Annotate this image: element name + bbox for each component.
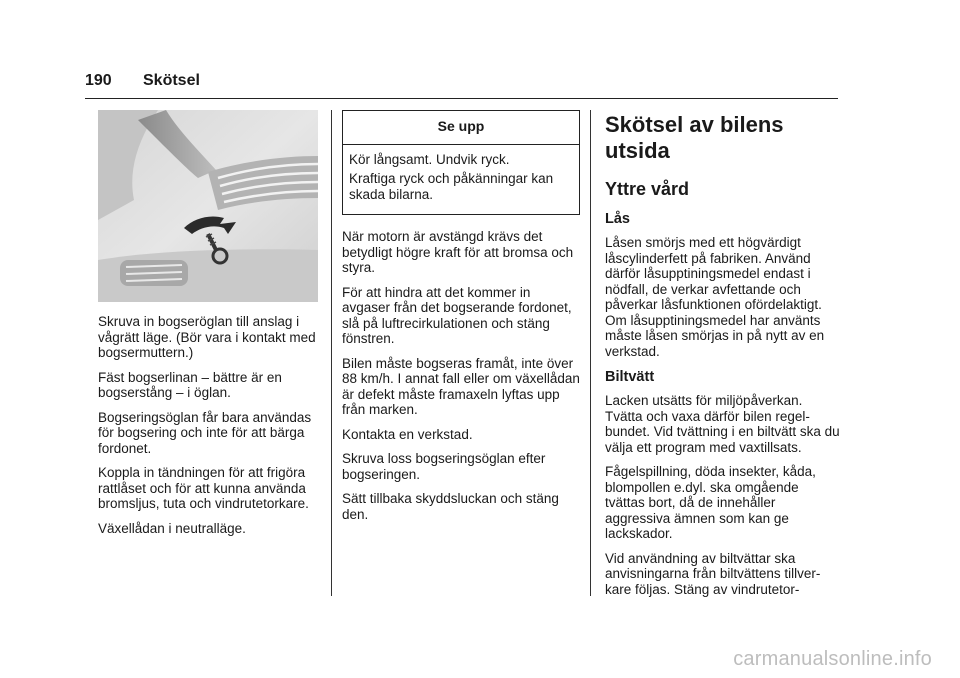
paragraph: När motorn är avstängd krävs det betydligt högre kraft för att bromsa och styra.	[342, 229, 574, 275]
paragraph: Fäst bogserlinan – bättre är en bogserstång – i öglan.	[98, 369, 282, 400]
paragraph: Sätt tillbaka skyddsluckan och stäng den.	[342, 491, 559, 522]
column-divider-left	[331, 110, 332, 596]
caution-title: Se upp	[343, 111, 579, 145]
paragraph: Skruva loss bogseringsöglan efter bogseringen.	[342, 451, 546, 482]
caution-box	[342, 110, 580, 215]
paragraph: Bogseringsöglan får bara användas för bogsering och inte för att bärga fordonet.	[98, 409, 312, 456]
chapter-heading: Skötsel av bilens utsida	[605, 112, 784, 163]
paragraph: Lacken utsätts för miljöpåverkan. Tvätta och vaxa därför bilen regel- bundet. Vid tvättning i en biltvätt ska du välja ett program med vaxtillsats.	[605, 393, 840, 455]
paragraph: Skruva in bogseröglan till anslag i vågrätt läge. (Bör vara i kontakt med bogsermuttern.)	[98, 314, 316, 360]
watermark: carmanualsonline.info	[733, 648, 932, 670]
paragraph: Kontakta en verkstad.	[342, 426, 473, 442]
caution-line: Kör långsamt. Undvik ryck.	[349, 151, 510, 167]
paragraph: Låsen smörjs med ett högvärdigt låscylinderfett på fabriken. Använd därför låsupptiningsmedel endast i nödfall, de verkar avfettande och påverkar låsfunktionen ofördelaktigt. Om låsupptiningsmedel har använts måste låsen smörjas in på nytt av en verkstad.	[605, 235, 825, 359]
page-number: 190	[85, 72, 112, 89]
tow-eye-illustration	[98, 110, 318, 302]
caution-body	[343, 145, 579, 215]
right-column	[605, 112, 841, 606]
column-divider-right	[590, 110, 591, 596]
section-heading: Yttre vård	[605, 179, 690, 199]
paragraph: Växellådan i neutralläge.	[98, 520, 246, 536]
page-header	[85, 72, 838, 99]
left-column	[98, 110, 322, 545]
section-title: Skötsel	[143, 72, 200, 89]
subsection-heading-las: Lås	[605, 211, 630, 227]
paragraph: För att hindra att det kommer in avgaser från det bogserande fordonet, slå på luftrecirkulationen och stäng fönstren.	[342, 284, 572, 346]
subsection-heading-biltvatt: Biltvätt	[605, 369, 655, 385]
tow-eye-figure	[98, 110, 318, 302]
middle-column	[342, 110, 582, 531]
paragraph: Fågelspillning, döda insekter, kåda, blompollen e.dyl. ska omgående tvättas bort, då de innehåller aggressiva ämnen som kan ge lackskador.	[605, 464, 816, 541]
paragraph: Bilen måste bogseras framåt, inte över 88 km/h. I annat fall eller om växellådan är defekt måste framaxeln lyftas upp från marken.	[342, 355, 580, 417]
paragraph: Vid användning av biltvättar ska anvisningarna från biltvättens tillver- kare följas. Stäng av vindrutetor-	[605, 550, 821, 597]
paragraph: Koppla in tändningen för att frigöra rattlåset och för att kunna använda bromsljus, tuta och vindrutetorkare.	[98, 465, 309, 511]
caution-line: Kraftiga ryck och påkänningar kan skada bilarna.	[349, 171, 554, 202]
